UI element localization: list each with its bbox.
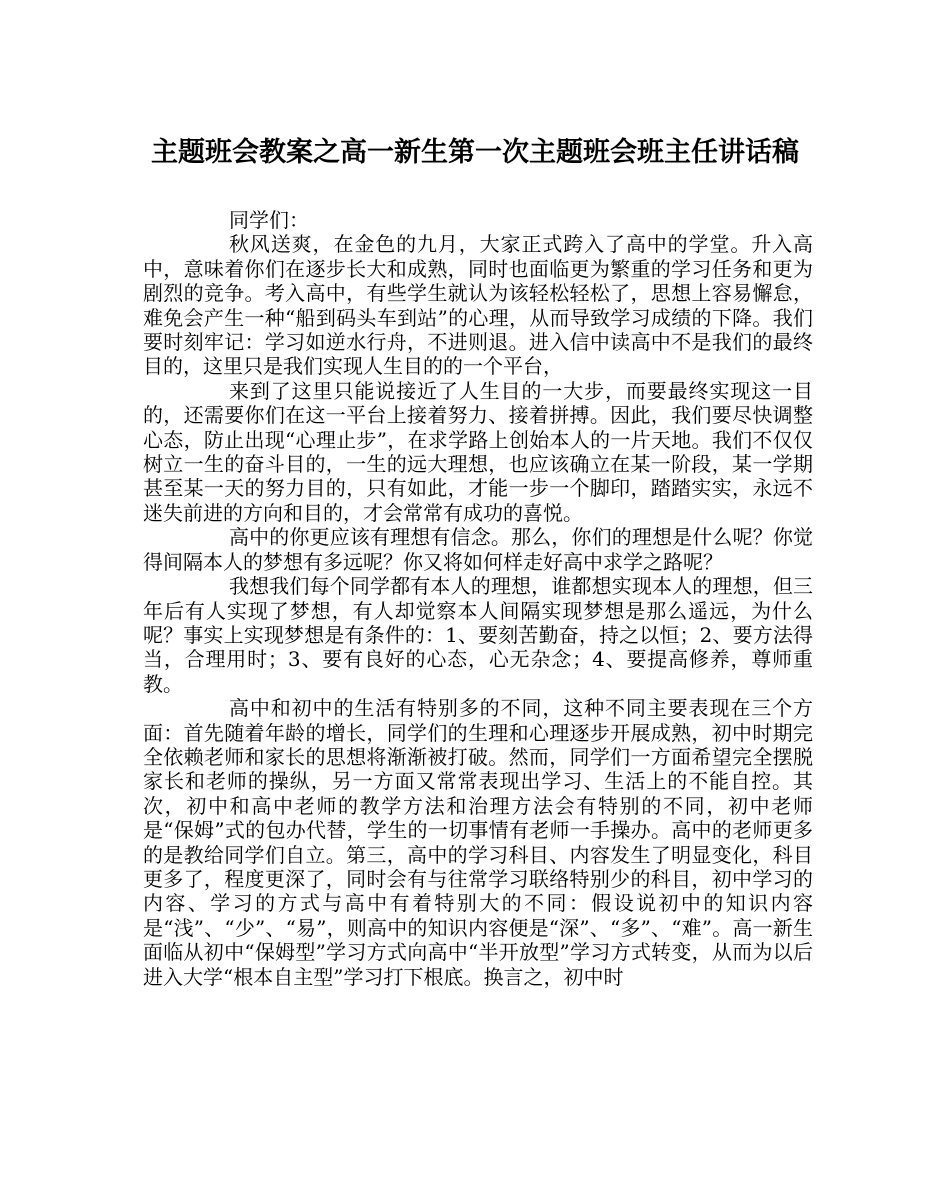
paragraph: 我想我们每个同学都有本人的理想，谁都想实现本人的理想，但三年后有人实现了梦想，有人却觉察本人间隔实现梦想是那么遥远，为什么呢？事实上实现梦想是有条件的：1、要刻苦勤奋，持之以恒；2、要方法得当，合理用时；3、要有良好的心态，心无杂念；4、要提高修养，尊师重教。: [143, 574, 813, 696]
greeting-line: 同学们：: [229, 208, 309, 232]
paragraph: 秋风送爽，在金色的九月，大家正式跨入了高中的学堂。升入高中，意味着你们在逐步长大和成熟，同时也面临更为繁重的学习任务和更为剧烈的竞争。考入高中，有些学生就认为该轻松轻松了，思想上容易懈怠，难免会产生一种“船到码头车到站”的心理，从而导致学习成绩的下降。我们要时刻牢记：学习如逆水行舟，不进则退。进入信中读高中不是我们的最终目的，这里只是我们实现人生目的的一个平台，: [143, 232, 813, 379]
paragraph: 高中的你更应该有理想有信念。那么，你们的理想是什么呢？你觉得间隔本人的梦想有多远呢？你又将如何样走好高中求学之路呢？: [143, 525, 813, 574]
document-title: 主题班会教案之高一新生第一次主题班会班主任讲话稿: [151, 137, 799, 168]
paragraph: 来到了这里只能说接近了人生目的一大步，而要最终实现这一目的，还需要你们在这一平台上接着努力、接着拼搏。因此，我们要尽快调整心态，防止出现“心理止步”，在求学路上创始本人的一片天地。我们不仅仅树立一生的奋斗目的，一生的远大理想，也应该确立在某一阶段，某一学期甚至某一天的努力目的，只有如此，才能一步一个脚印，踏踏实实，永远不迷失前进的方向和目的，才会常常有成功的喜悦。: [143, 378, 813, 525]
document-body: [143, 208, 813, 989]
paragraph: 高中和初中的生活有特别多的不同，这种不同主要表现在三个方面：首先随着年龄的增长，同学们的生理和心理逐步开展成熟，初中时期完全依赖老师和家长的思想将渐渐被打破。然而，同学们一方面希望完全摆脱家长和老师的操纵，另一方面又常常表现出学习、生活上的不能自控。其次，初中和高中老师的教学方法和治理方法会有特别的不同，初中老师是“保姆”式的包办代替，学生的一切事情有老师一手操办。高中的老师更多的是教给同学们自立。第三，高中的学习科目、内容发生了明显变化，科目更多了，程度更深了，同时会有与往常学习联络特别少的科目，初中学习的内容、学习的方式与高中有着特别大的不同：假设说初中的知识内容是“浅”、“少”、“易”，则高中的知识内容便是“深”、“多”、“难”。高一新生面临从初中“保姆型”学习方式向高中“半开放型”学习方式转变，从而为以后进入大学“根本自主型”学习打下根底。换言之，初中时: [143, 696, 813, 989]
